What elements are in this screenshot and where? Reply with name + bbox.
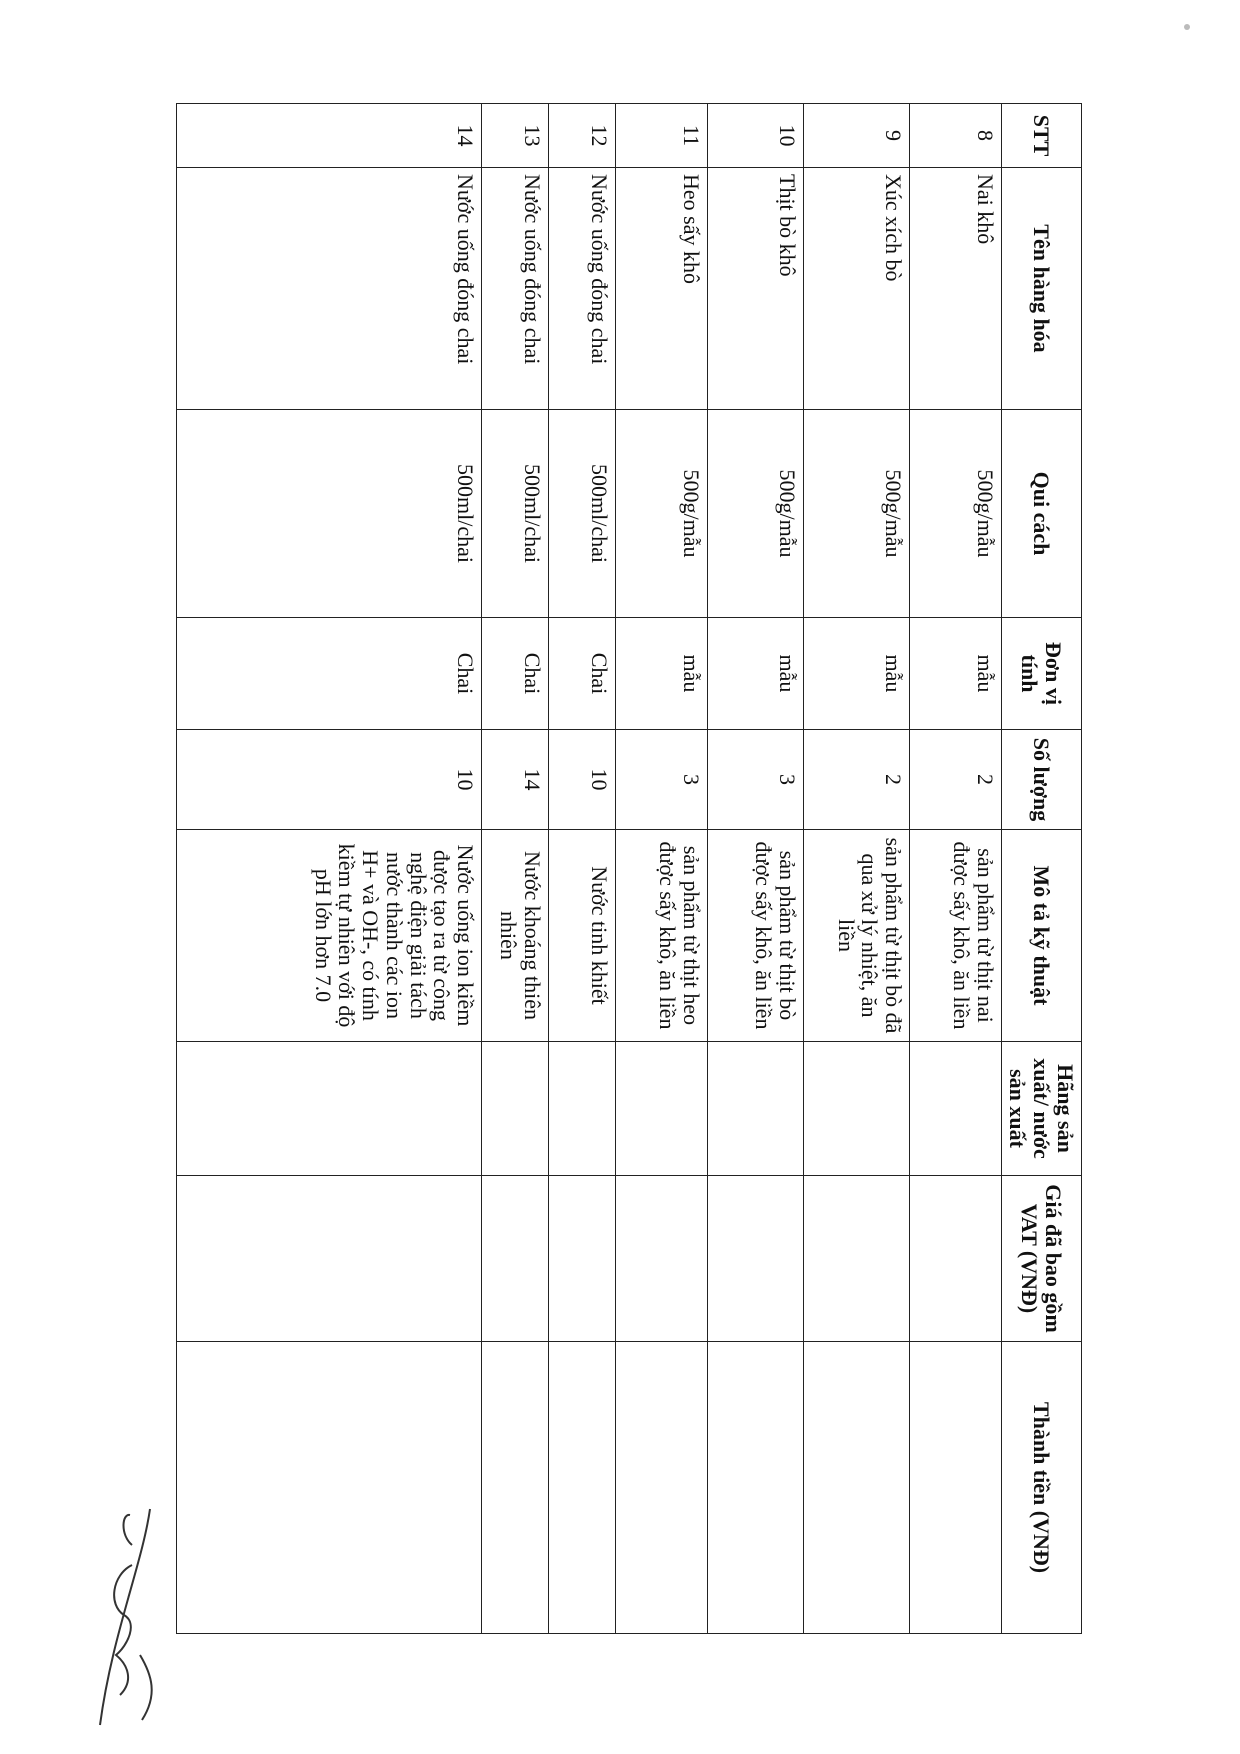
cell-total xyxy=(549,1342,616,1634)
cell-total xyxy=(910,1342,1002,1634)
cell-spec: 500g/mẫu xyxy=(910,410,1002,618)
product-table xyxy=(176,103,1082,1634)
header-desc: Mô tả kỹ thuật xyxy=(1001,830,1081,1042)
table-row xyxy=(482,104,549,1634)
header-spec: Qui cách xyxy=(1001,410,1081,618)
cell-spec: 500g/mẫu xyxy=(616,410,708,618)
cell-unit: mẫu xyxy=(616,618,708,730)
cell-stt: 11 xyxy=(616,104,708,168)
header-name: Tên hàng hóa xyxy=(1001,168,1081,410)
cell-maker xyxy=(707,1042,803,1176)
header-total: Thành tiền (VNĐ) xyxy=(1001,1342,1081,1634)
cell-name: Heo sấy khô xyxy=(616,168,708,410)
cell-desc: sản phẩm từ thịt bò được sấy khô, ăn liền xyxy=(707,830,803,1042)
cell-desc: sản phẩm từ thịt bò đã qua xử lý nhiệt, ăn liền xyxy=(803,830,909,1042)
cell-stt: 14 xyxy=(177,104,482,168)
cell-price xyxy=(803,1176,909,1342)
cell-qty: 10 xyxy=(177,730,482,830)
cell-name: Thịt bò khô xyxy=(707,168,803,410)
cell-total xyxy=(803,1342,909,1634)
rotated-table-container xyxy=(176,103,1082,1633)
cell-name: Nai khô xyxy=(910,168,1002,410)
cell-price xyxy=(549,1176,616,1342)
cell-total xyxy=(177,1342,482,1634)
header-stt: STT xyxy=(1001,104,1081,168)
cell-unit: mẫu xyxy=(910,618,1002,730)
table-row xyxy=(707,104,803,1634)
cell-maker xyxy=(549,1042,616,1176)
cell-total xyxy=(707,1342,803,1634)
cell-maker xyxy=(616,1042,708,1176)
cell-name: Nước uống đóng chai xyxy=(482,168,549,410)
table-row xyxy=(910,104,1002,1634)
cell-unit: mẫu xyxy=(803,618,909,730)
cell-desc: sản phẩm từ thịt nai được sấy khô, ăn liền xyxy=(910,830,1002,1042)
cell-qty: 2 xyxy=(910,730,1002,830)
cell-qty: 3 xyxy=(616,730,708,830)
cell-maker xyxy=(177,1042,482,1176)
cell-price xyxy=(482,1176,549,1342)
cell-qty: 14 xyxy=(482,730,549,830)
table-row xyxy=(803,104,909,1634)
cell-spec: 500g/mẫu xyxy=(707,410,803,618)
header-maker: Hãng sản xuất/ nước sản xuất xyxy=(1001,1042,1081,1176)
cell-stt: 9 xyxy=(803,104,909,168)
scan-speck xyxy=(1184,24,1190,30)
cell-maker xyxy=(803,1042,909,1176)
table-row xyxy=(549,104,616,1634)
cell-qty: 10 xyxy=(549,730,616,830)
cell-unit: Chai xyxy=(549,618,616,730)
cell-stt: 8 xyxy=(910,104,1002,168)
cell-price xyxy=(910,1176,1002,1342)
cell-desc: sản phẩm từ thịt heo được sấy khô, ăn liền xyxy=(616,830,708,1042)
cell-desc: Nước tinh khiết xyxy=(549,830,616,1042)
cell-maker xyxy=(910,1042,1002,1176)
cell-stt: 13 xyxy=(482,104,549,168)
cell-spec: 500g/mẫu xyxy=(803,410,909,618)
cell-total xyxy=(482,1342,549,1634)
cell-unit: Chai xyxy=(177,618,482,730)
cell-desc: Nước khoáng thiên nhiên xyxy=(482,830,549,1042)
cell-stt: 10 xyxy=(707,104,803,168)
cell-spec: 500ml/chai xyxy=(549,410,616,618)
cell-spec: 500ml/chai xyxy=(482,410,549,618)
cell-name: Nước uống đóng chai xyxy=(177,168,482,410)
cell-price xyxy=(177,1176,482,1342)
cell-qty: 2 xyxy=(803,730,909,830)
cell-spec: 500ml/chai xyxy=(177,410,482,618)
cell-unit: mẫu xyxy=(707,618,803,730)
cell-desc: Nước uống ion kiềm được tạo ra từ công nghệ điện giải tách nước thành các ion H+ và OH-, có tính kiềm tự nhiên với độ pH lớn hơn 7.0 xyxy=(177,830,482,1042)
handwritten-signature xyxy=(72,1505,172,1735)
cell-unit: Chai xyxy=(482,618,549,730)
cell-price xyxy=(616,1176,708,1342)
header-qty: Số lượng xyxy=(1001,730,1081,830)
cell-maker xyxy=(482,1042,549,1176)
cell-name: Xúc xích bò xyxy=(803,168,909,410)
cell-qty: 3 xyxy=(707,730,803,830)
header-price: Giá đã bao gồm VAT (VNĐ) xyxy=(1001,1176,1081,1342)
cell-stt: 12 xyxy=(549,104,616,168)
cell-price xyxy=(707,1176,803,1342)
table-header-row xyxy=(1001,104,1081,1634)
cell-name: Nước uống đóng chai xyxy=(549,168,616,410)
cell-total xyxy=(616,1342,708,1634)
table-row xyxy=(616,104,708,1634)
table-row xyxy=(177,104,482,1634)
header-unit: Đơn vị tính xyxy=(1001,618,1081,730)
